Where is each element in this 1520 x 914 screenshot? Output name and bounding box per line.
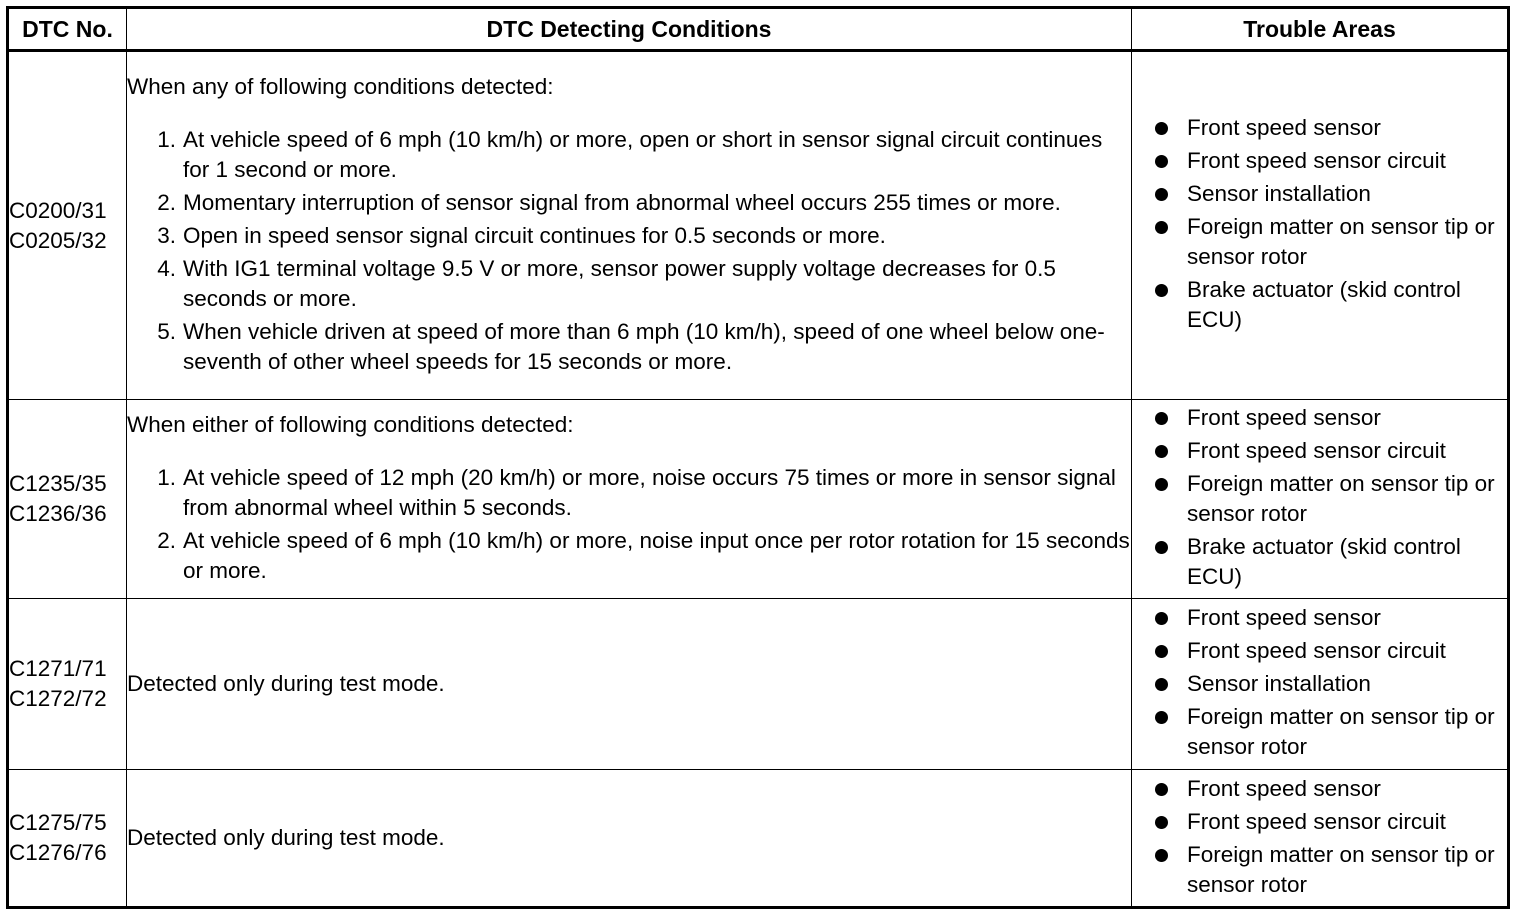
header-conditions: DTC Detecting Conditions	[127, 8, 1132, 51]
condition-text: At vehicle speed of 12 mph (20 km/h) or more, noise occurs 75 times or more in sensor signal from abnormal wheel within 5 seconds.	[183, 464, 1116, 520]
trouble-areas-cell	[1132, 51, 1509, 400]
dtc-table	[6, 6, 1510, 909]
condition-item	[127, 188, 1131, 218]
bullet-icon	[1132, 403, 1187, 433]
condition-number: 5.	[157, 318, 176, 344]
trouble-area-item	[1132, 840, 1507, 900]
trouble-areas-list	[1132, 603, 1507, 762]
trouble-area-text: Brake actuator (skid control ECU)	[1187, 277, 1461, 332]
trouble-area-item	[1132, 113, 1507, 143]
condition-number: 1.	[157, 464, 176, 490]
bullet-icon	[1132, 840, 1187, 900]
bullet-icon	[1132, 774, 1187, 804]
bullet-icon	[1132, 636, 1187, 666]
trouble-area-item	[1132, 603, 1507, 633]
condition-item	[127, 317, 1131, 377]
trouble-area-item	[1132, 807, 1507, 837]
condition-text: With IG1 terminal voltage 9.5 V or more, sensor power supply voltage decreases for 0.5 seconds or more.	[183, 255, 1056, 311]
table-row	[8, 599, 1509, 770]
trouble-area-text: Front speed sensor	[1187, 115, 1381, 140]
header-dtc-no: DTC No.	[8, 8, 127, 51]
condition-number: 3.	[157, 222, 176, 248]
dtc-code: C1235/35	[9, 471, 107, 496]
condition-item	[127, 221, 1131, 251]
trouble-area-item	[1132, 436, 1507, 466]
conditions-intro: When either of following conditions detected:	[127, 411, 574, 437]
trouble-area-item	[1132, 146, 1507, 176]
bullet-icon	[1132, 146, 1187, 176]
trouble-area-text: Foreign matter on sensor tip or sensor rotor	[1187, 841, 1495, 897]
condition-text: At vehicle speed of 6 mph (10 km/h) or more, open or short in sensor signal circuit continues for 1 second or more.	[183, 126, 1103, 182]
trouble-area-text: Sensor installation	[1187, 671, 1371, 696]
dtc-code: C1276/76	[9, 840, 107, 865]
condition-number: 1.	[157, 126, 176, 152]
conditions-cell	[127, 400, 1132, 599]
condition-item	[127, 254, 1131, 314]
dtc-code-cell	[8, 770, 127, 908]
condition-item	[127, 526, 1131, 586]
table-row	[8, 51, 1509, 400]
trouble-area-item	[1132, 275, 1507, 335]
bullet-icon	[1132, 669, 1187, 699]
condition-item	[127, 463, 1131, 523]
trouble-area-text: Front speed sensor	[1187, 775, 1381, 801]
trouble-areas-cell	[1132, 400, 1509, 599]
dtc-code-cell	[8, 51, 127, 400]
trouble-area-text: Front speed sensor circuit	[1187, 638, 1446, 663]
conditions-cell	[127, 51, 1132, 400]
table-row	[8, 770, 1509, 908]
trouble-area-text: Front speed sensor circuit	[1187, 808, 1446, 834]
bullet-icon	[1132, 113, 1187, 143]
trouble-area-text: Front speed sensor circuit	[1187, 148, 1446, 173]
trouble-area-item	[1132, 636, 1507, 666]
trouble-area-text: Sensor installation	[1187, 181, 1371, 206]
header-row	[8, 8, 1509, 51]
trouble-areas-list	[1132, 113, 1507, 335]
dtc-code-cell	[8, 599, 127, 770]
trouble-area-text: Front speed sensor circuit	[1187, 438, 1446, 463]
trouble-area-item	[1132, 532, 1507, 592]
trouble-area-item	[1132, 403, 1507, 433]
dtc-code: C1236/36	[9, 501, 107, 526]
trouble-areas-list	[1132, 774, 1507, 900]
condition-text: Open in speed sensor signal circuit continues for 0.5 seconds or more.	[183, 222, 886, 248]
bullet-icon	[1132, 469, 1187, 529]
trouble-area-item	[1132, 702, 1507, 762]
dtc-code: C1272/72	[9, 686, 107, 711]
bullet-icon	[1132, 702, 1187, 762]
header-trouble-areas: Trouble Areas	[1132, 8, 1509, 51]
trouble-areas-list	[1132, 403, 1507, 592]
dtc-code: C1271/71	[9, 656, 107, 681]
bullet-icon	[1132, 807, 1187, 837]
dtc-code: C0200/31	[9, 197, 107, 223]
bullet-icon	[1132, 275, 1187, 335]
trouble-area-text: Brake actuator (skid control ECU)	[1187, 534, 1461, 589]
condition-text: When vehicle driven at speed of more than 6 mph (10 km/h), speed of one wheel below one-seventh of other wheel speeds for 15 seconds or more.	[183, 318, 1105, 374]
dtc-code: C1275/75	[9, 810, 107, 835]
condition-item	[127, 125, 1131, 185]
bullet-icon	[1132, 603, 1187, 633]
dtc-code-cell	[8, 400, 127, 599]
trouble-area-item	[1132, 469, 1507, 529]
trouble-area-item	[1132, 179, 1507, 209]
trouble-area-item	[1132, 774, 1507, 804]
trouble-area-text: Foreign matter on sensor tip or sensor rotor	[1187, 471, 1495, 526]
conditions-list	[127, 125, 1131, 377]
condition-text: At vehicle speed of 6 mph (10 km/h) or more, noise input once per rotor rotation for 15 seconds or more.	[183, 527, 1130, 583]
conditions-cell: Detected only during test mode.	[127, 770, 1132, 908]
conditions-cell: Detected only during test mode.	[127, 599, 1132, 770]
bullet-icon	[1132, 532, 1187, 592]
conditions-list	[127, 463, 1131, 586]
trouble-area-text: Foreign matter on sensor tip or sensor rotor	[1187, 214, 1495, 269]
table-row	[8, 400, 1509, 599]
condition-number: 2.	[157, 189, 176, 215]
trouble-area-item	[1132, 669, 1507, 699]
trouble-area-item	[1132, 212, 1507, 272]
condition-number: 4.	[157, 255, 176, 281]
bullet-icon	[1132, 179, 1187, 209]
trouble-area-text: Front speed sensor	[1187, 605, 1381, 630]
trouble-areas-cell	[1132, 770, 1509, 908]
condition-text: Momentary interruption of sensor signal from abnormal wheel occurs 255 times or more.	[183, 189, 1061, 215]
bullet-icon	[1132, 436, 1187, 466]
conditions-intro: When any of following conditions detected:	[127, 73, 554, 99]
trouble-area-text: Foreign matter on sensor tip or sensor rotor	[1187, 704, 1495, 759]
trouble-area-text: Front speed sensor	[1187, 405, 1381, 430]
dtc-code: C0205/32	[9, 227, 107, 253]
trouble-areas-cell	[1132, 599, 1509, 770]
condition-number: 2.	[157, 527, 176, 553]
bullet-icon	[1132, 212, 1187, 272]
